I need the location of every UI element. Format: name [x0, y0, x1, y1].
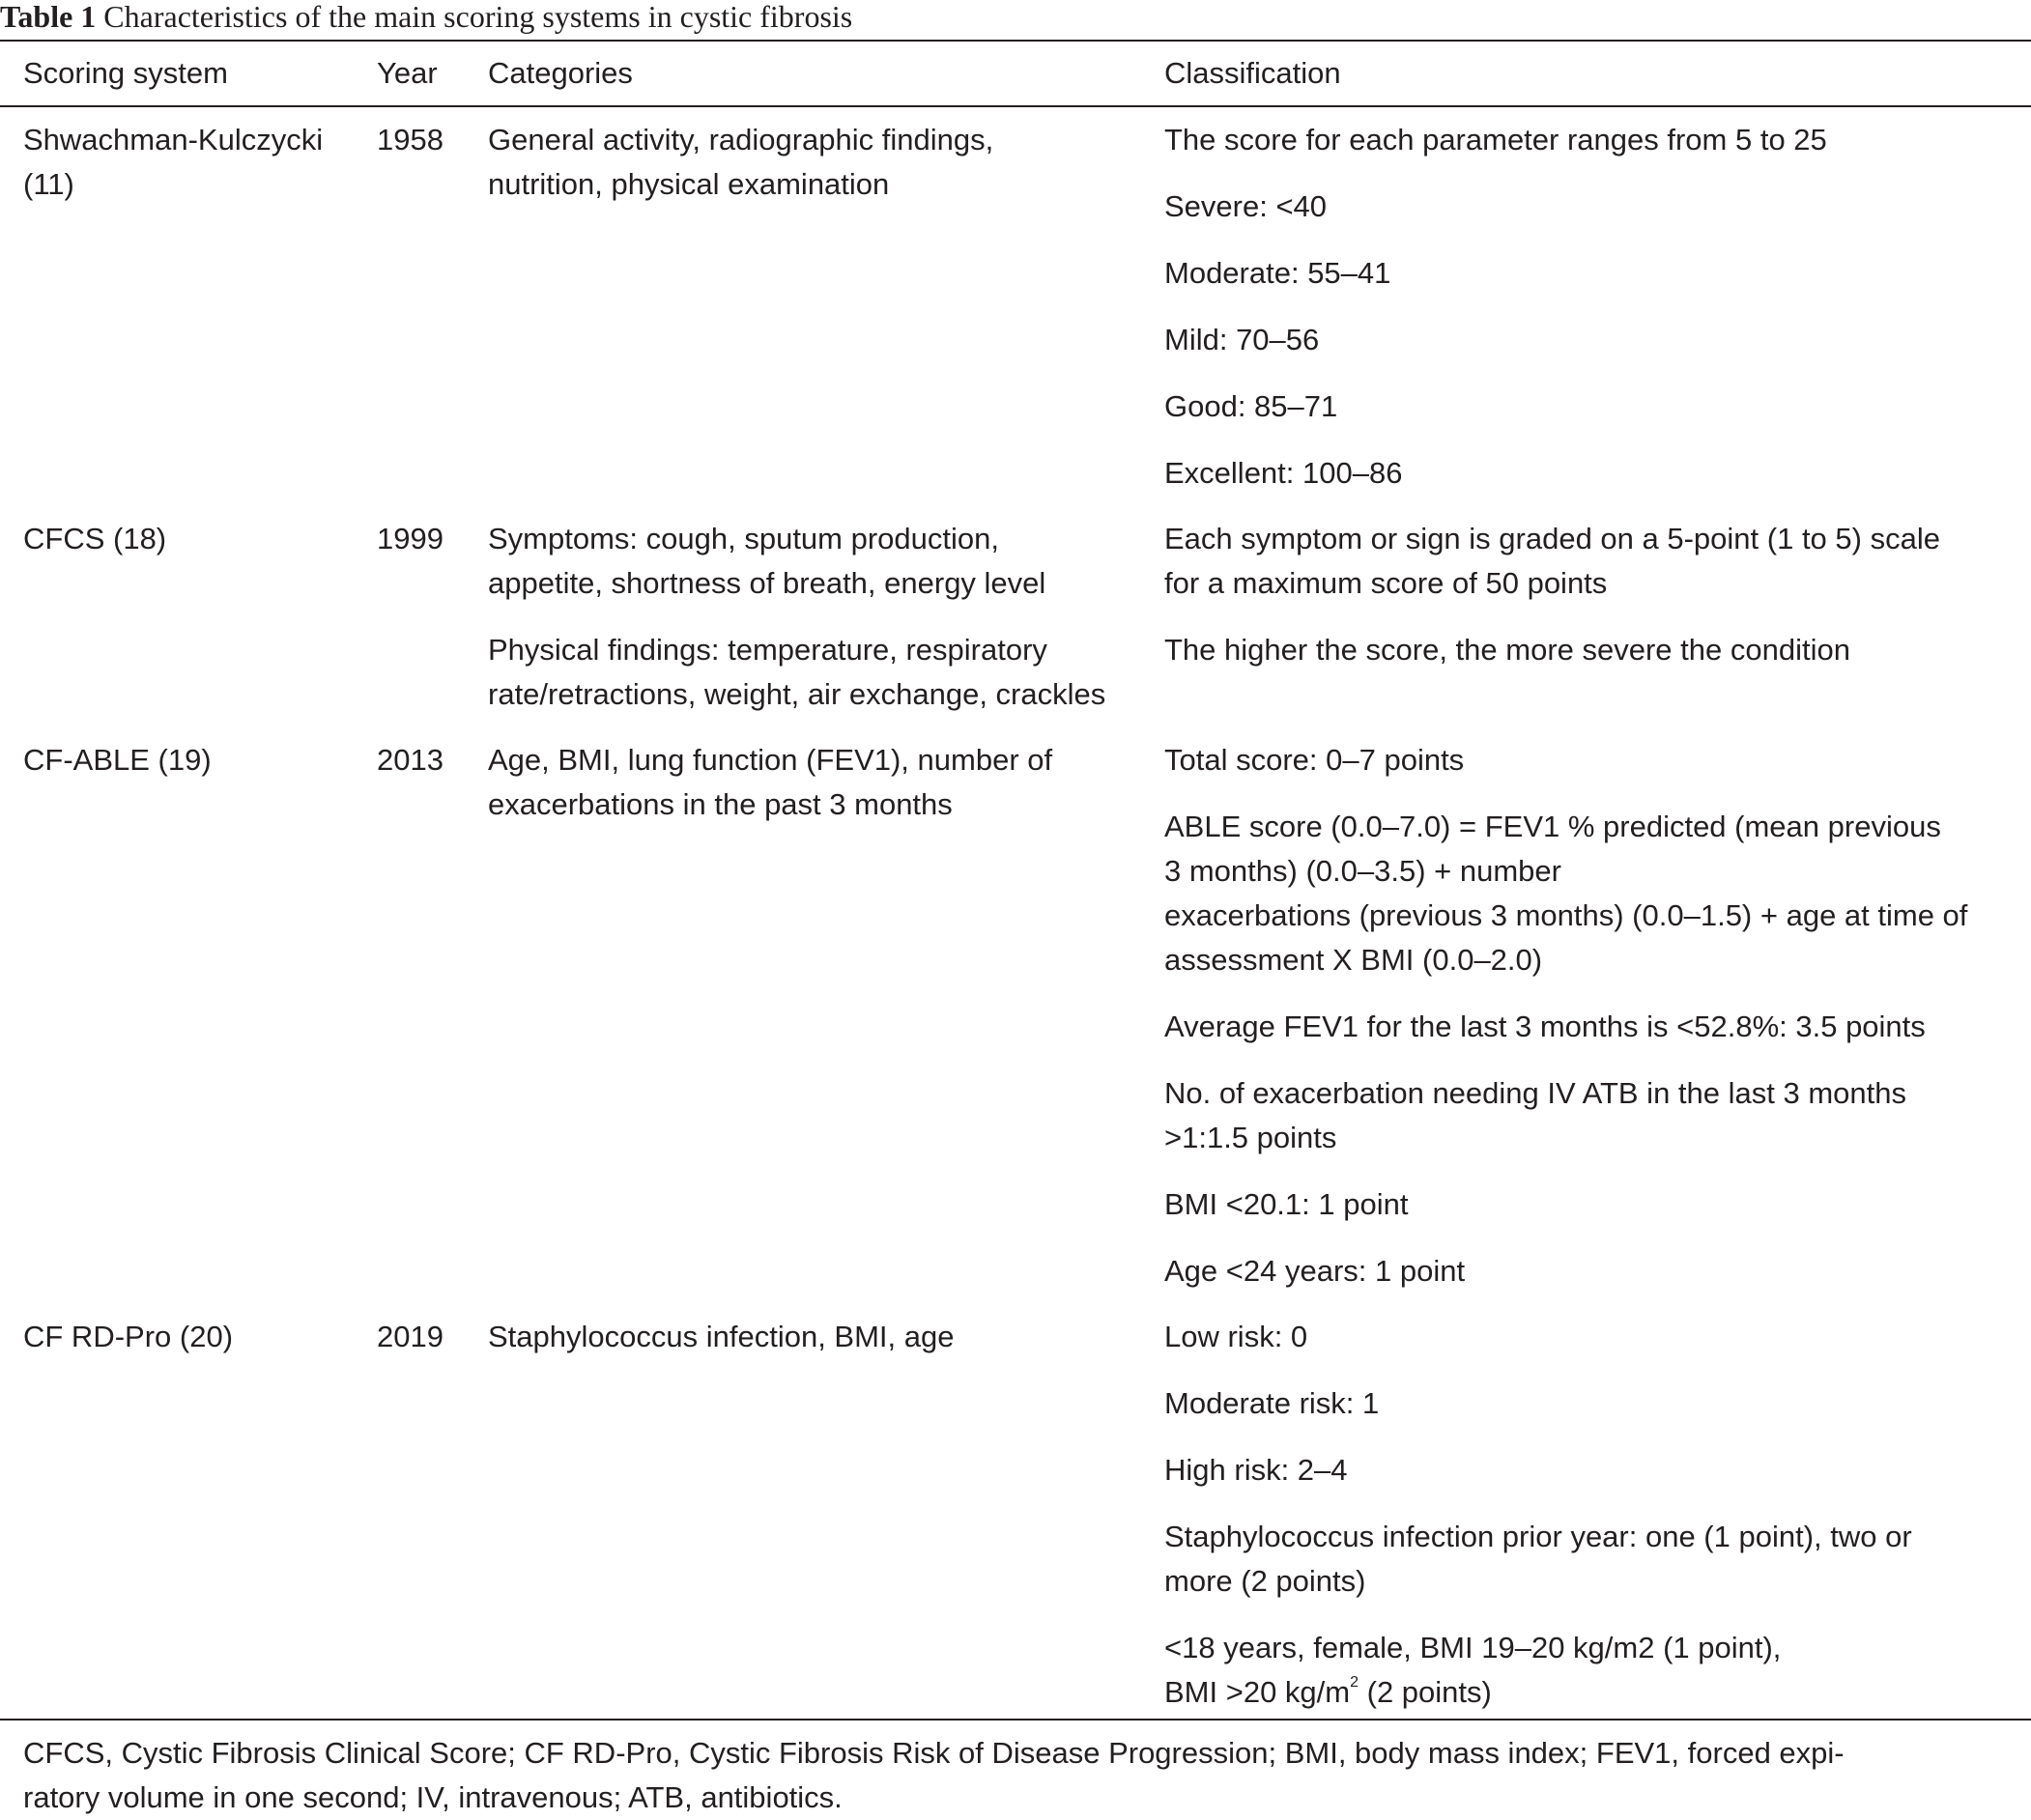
- classification-cell: >1:1.5 points: [1164, 1121, 1337, 1154]
- classification-cell: Age <24 years: 1 point: [1164, 1254, 1466, 1288]
- categories-cell: Age, BMI, lung function (FEV1), number of: [488, 743, 1053, 777]
- bottom-rule: [0, 1719, 2031, 1720]
- categories-cell: Symptoms: cough, sputum production,: [488, 522, 999, 555]
- bmi-text: BMI >20 kg/m: [1164, 1675, 1351, 1709]
- classification-cell: Good: 85–71: [1164, 389, 1338, 423]
- classification-cell: BMI <20.1: 1 point: [1164, 1187, 1409, 1221]
- categories-cell: Staphylococcus infection, BMI, age: [488, 1320, 955, 1353]
- classification-cell: for a maximum score of 50 points: [1164, 566, 1608, 600]
- classification-cell: Excellent: 100–86: [1164, 456, 1403, 490]
- year-cell: 1999: [377, 522, 443, 555]
- classification-cell: The score for each parameter ranges from 5 to 25: [1164, 123, 1827, 156]
- year-cell: 2013: [377, 743, 443, 777]
- classification-cell: Moderate: 55–41: [1164, 256, 1391, 290]
- scoring-system-cell: Shwachman-Kulczycki: [23, 123, 324, 156]
- classification-cell: <18 years, female, BMI 19–20 kg/m2 (1 point),: [1164, 1631, 1782, 1664]
- scoring-system-cell: CF RD-Pro (20): [23, 1320, 234, 1353]
- classification-cell: Each symptom or sign is graded on a 5-point (1 to 5) scale: [1164, 522, 1940, 555]
- footnote-line: ratory volume in one second; IV, intravenous; ATB, antibiotics.: [23, 1780, 843, 1814]
- classification-cell: Staphylococcus infection prior year: one (1 point), two or: [1164, 1520, 1912, 1553]
- year-cell: 1958: [377, 123, 443, 156]
- categories-cell: exacerbations in the past 3 months: [488, 787, 953, 821]
- categories-cell: nutrition, physical examination: [488, 167, 890, 201]
- classification-cell: 3 months) (0.0–3.5) + number: [1164, 854, 1561, 888]
- table-label: Table 1: [0, 0, 97, 34]
- column-header-categories: Categories: [488, 56, 633, 90]
- table-title: Characteristics of the main scoring systems in cystic fibrosis: [103, 0, 853, 34]
- classification-cell: The higher the score, the more severe the condition: [1164, 633, 1850, 667]
- classification-cell: assessment X BMI (0.0–2.0): [1164, 943, 1543, 977]
- classification-cell: Mild: 70–56: [1164, 323, 1320, 356]
- column-header-scoring-system: Scoring system: [23, 56, 228, 90]
- classification-cell: exacerbations (previous 3 months) (0.0–1.5) + age at time of: [1164, 898, 1968, 932]
- classification-cell: High risk: 2–4: [1164, 1453, 1348, 1487]
- top-rule: [0, 40, 2031, 42]
- points-text: (2 points): [1359, 1675, 1492, 1709]
- categories-cell: General activity, radiographic findings,: [488, 123, 994, 156]
- classification-cell: [1164, 1670, 1492, 1715]
- categories-cell: rate/retractions, weight, air exchange, crackles: [488, 677, 1106, 711]
- classification-cell: more (2 points): [1164, 1564, 1366, 1598]
- categories-cell: Physical findings: temperature, respiratory: [488, 633, 1047, 667]
- scoring-system-cell: (11): [23, 167, 74, 201]
- classification-cell: Low risk: 0: [1164, 1320, 1308, 1353]
- scoring-system-cell: CFCS (18): [23, 522, 167, 555]
- column-header-year: Year: [377, 56, 438, 90]
- year-cell: 2019: [377, 1320, 443, 1353]
- categories-cell: appetite, shortness of breath, energy level: [488, 566, 1046, 600]
- header-rule: [0, 105, 2031, 107]
- table-caption: [0, 0, 852, 33]
- superscript: 2: [1350, 1674, 1359, 1691]
- scoring-system-cell: CF-ABLE (19): [23, 743, 212, 777]
- classification-cell: Total score: 0–7 points: [1164, 743, 1465, 777]
- column-header-classification: Classification: [1164, 56, 1341, 90]
- classification-cell: Severe: <40: [1164, 189, 1328, 223]
- classification-cell: No. of exacerbation needing IV ATB in the last 3 months: [1164, 1076, 1906, 1110]
- footnote-line: CFCS, Cystic Fibrosis Clinical Score; CF RD-Pro, Cystic Fibrosis Risk of Disease Progression; BMI, body mass index; FEV1, forced expi-: [23, 1736, 1845, 1770]
- classification-cell: Moderate risk: 1: [1164, 1386, 1380, 1420]
- classification-cell: ABLE score (0.0–7.0) = FEV1 % predicted (mean previous: [1164, 810, 1941, 843]
- classification-cell: Average FEV1 for the last 3 months is <52.8%: 3.5 points: [1164, 1010, 1926, 1043]
